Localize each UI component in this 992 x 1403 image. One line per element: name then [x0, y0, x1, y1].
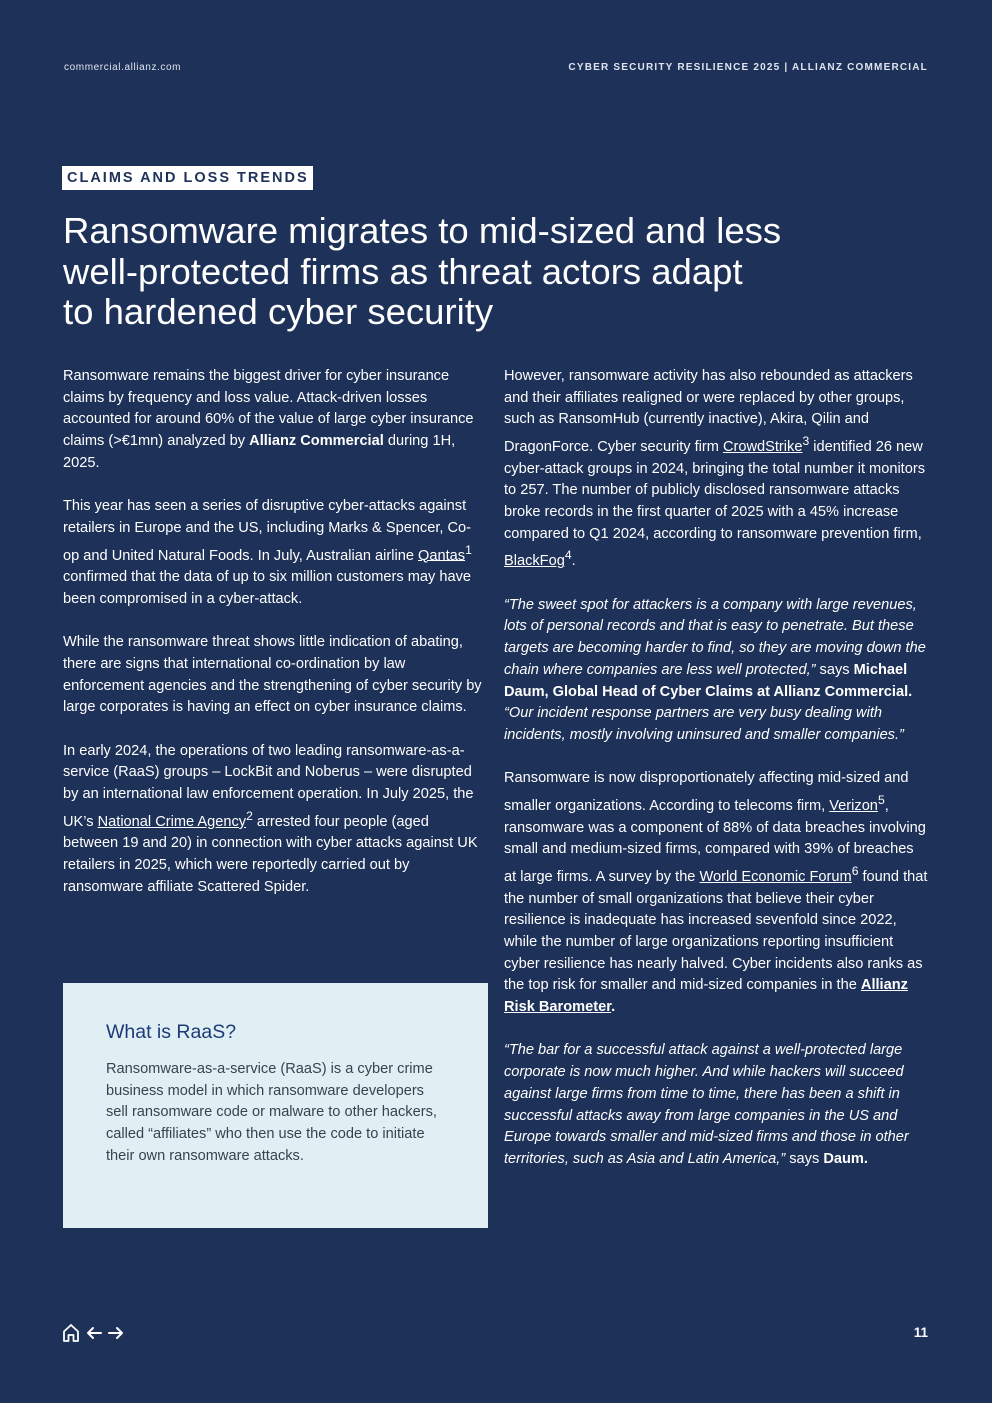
paragraph: [63, 741, 487, 899]
quote: [504, 1040, 928, 1170]
quote-speaker: Michael Daum, Global Head of Cyber Claims at Allianz Commercial.: [504, 661, 913, 700]
blackfog-link[interactable]: BlackFog: [504, 553, 565, 570]
text: Ransomware remains the biggest driver for cyber insurance claims by frequency and loss value. Attack-driven losses accounted for around 60% of the value of large cyber insurance claims (>€1mn) analyzed by: [63, 368, 474, 450]
raas-info-box: [63, 983, 488, 1228]
world-economic-forum-link[interactable]: World Economic Forum: [699, 868, 852, 885]
text: says: [815, 661, 854, 678]
quote-text: “The bar for a successful attack against a well-protected large corporate is now much higher. And while hackers will succeed against large firms from time to time, there has been a shift in successful attacks away from large companies in the US and Europe towards smaller and mid-sized firms and those in other territories, such as Asia and Latin America,”: [504, 1042, 909, 1167]
text: confirmed that the data of up to six million customers may have been compromised in a cyber-attack.: [63, 569, 472, 607]
text: , ransomware was a component of 88% of data breaches involving small and medium-sized firms, compared with 39% of breaches at large firms. A survey by the: [504, 797, 926, 885]
info-box-title: What is RaaS?: [106, 1021, 237, 1043]
footnote-ref: 2: [246, 808, 253, 823]
company-name: Allianz Commercial: [249, 433, 384, 450]
text: This year has seen a series of disruptive cyber-attacks against retailers in Europe and the US, including Marks & Spencer, Co-op and United Natural Foods. In July, Australian airline: [63, 498, 472, 564]
footnote-ref: 3: [802, 434, 810, 449]
text: during 1H, 2025.: [63, 433, 456, 471]
info-box-body: Ransomware-as-a-service (RaaS) is a cyber crime business model in which ransomware developers sell ransomware code or malware to other hackers, called “affiliates” who then use the code to initiate their own ransomware attacks.: [106, 1061, 437, 1164]
paragraph: [504, 366, 928, 573]
footnote-ref: 1: [465, 542, 472, 557]
arrow-left-icon[interactable]: [86, 1326, 102, 1340]
paragraph: While the ransomware threat shows little indication of abating, there are signs that international co-ordination by law enforcement agencies and the strengthening of cyber security by large corporates is having an effect on cyber insurance claims.: [63, 634, 482, 716]
qantas-link[interactable]: Qantas: [418, 547, 466, 564]
text: arrested four people (aged between 19 and 20) in connection with cyber attacks against UK retailers in 2025, which were reportedly carried out by ransomware affiliate Scattered Spider.: [63, 813, 478, 895]
left-column: [63, 366, 487, 920]
text: .: [571, 553, 576, 570]
footnote-ref: 6: [851, 864, 859, 879]
footer-nav: [62, 1322, 124, 1344]
paragraph: [504, 768, 928, 1018]
national-crime-agency-link[interactable]: National Crime Agency: [97, 813, 247, 830]
text: Ransomware is now disproportionately affecting mid-sized and smaller organizations. According to telecoms firm,: [504, 770, 909, 814]
right-column: [504, 366, 928, 1192]
page-number: 11: [913, 1325, 928, 1340]
home-icon[interactable]: [62, 1323, 80, 1343]
text: found that the number of small organizations that believe their cyber resilience is inadequate has increased sevenfold since 2022, while the number of large organizations reporting insufficient cyber resilience has nearly halved. Cyber incidents also ranks as the top risk for smaller and mid-sized companies in the: [504, 868, 928, 994]
paragraph: [63, 366, 487, 475]
page-title: Ransomware migrates to mid-sized and less well-protected firms as threat actors adapt to hardened cyber security: [63, 210, 782, 332]
quote-text: “Our incident response partners are very busy dealing with incidents, mostly involving uninsured and smaller companies.”: [504, 705, 904, 743]
footnote-ref: 4: [564, 548, 572, 563]
arrow-right-icon[interactable]: [108, 1326, 124, 1340]
quote: [504, 595, 928, 747]
text: .: [611, 999, 616, 1016]
paragraph: [63, 496, 487, 610]
allianz-risk-barometer-link[interactable]: Allianz Risk Barometer: [504, 977, 908, 1016]
text: In early 2024, the operations of two leading ransomware-as-a-service (RaaS) groups – LockBit and Noberus – were disrupted by an international law enforcement operation. In July 2025, the UK’s: [63, 742, 474, 830]
site-url[interactable]: commercial.allianz.com: [64, 62, 182, 73]
verizon-link[interactable]: Verizon: [829, 797, 878, 814]
text: identified 26 new cyber-attack groups in 2024, bringing the total number it monitors to 257. The number of publicly disclosed ransomware attacks broke records in the first quarter of 2025 with a 45% increase compared to Q1 2024, according to ransomware prevention firm,: [504, 438, 926, 542]
report-title: CYBER SECURITY RESILIENCE 2025 | ALLIANZ COMMERCIAL: [568, 62, 928, 73]
quote-speaker: Daum.: [823, 1151, 868, 1167]
crowdstrike-link[interactable]: CrowdStrike: [722, 438, 803, 455]
text: says: [785, 1151, 824, 1167]
text: However, ransomware activity has also rebounded as attackers and their affiliates realigned or were replaced by other groups, such as RansomHub (currently inactive), Akira, Qilin and DragonForce. Cyber security firm: [504, 368, 913, 455]
quote-text: “The sweet spot for attackers is a company with large revenues, lots of personal records and that is easy to penetrate. But these targets are becoming harder to find, so they are moving down the chain where companies are less well protected,”: [504, 596, 926, 678]
footnote-ref: 5: [877, 793, 885, 808]
section-tag: CLAIMS AND LOSS TRENDS: [62, 166, 313, 190]
